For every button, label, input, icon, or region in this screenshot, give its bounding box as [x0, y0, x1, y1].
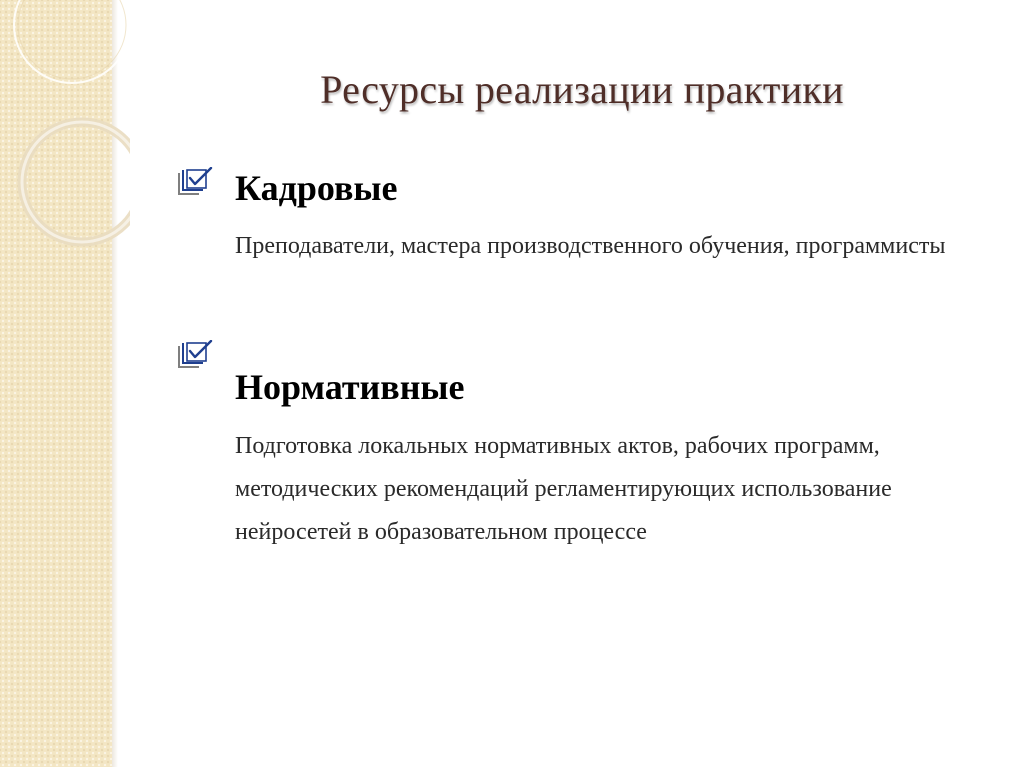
section-description-normativnye: Подготовка локальных нормативных актов, рабочих программ, методических рекомендаций регламентирующих использование нейросетей в образовательном процессе	[235, 433, 892, 545]
checklist-icon	[177, 167, 213, 197]
slide-title: Ресурсы реализации практики	[320, 67, 844, 112]
checklist-icon	[177, 340, 213, 370]
section-description-kadrovye: Преподаватели, мастера производственного обучения, программисты	[235, 233, 946, 259]
section-heading-normativnye: Нормативные	[235, 367, 465, 407]
section-heading-kadrovye: Кадровые	[235, 168, 398, 208]
decorative-circles	[0, 0, 130, 767]
